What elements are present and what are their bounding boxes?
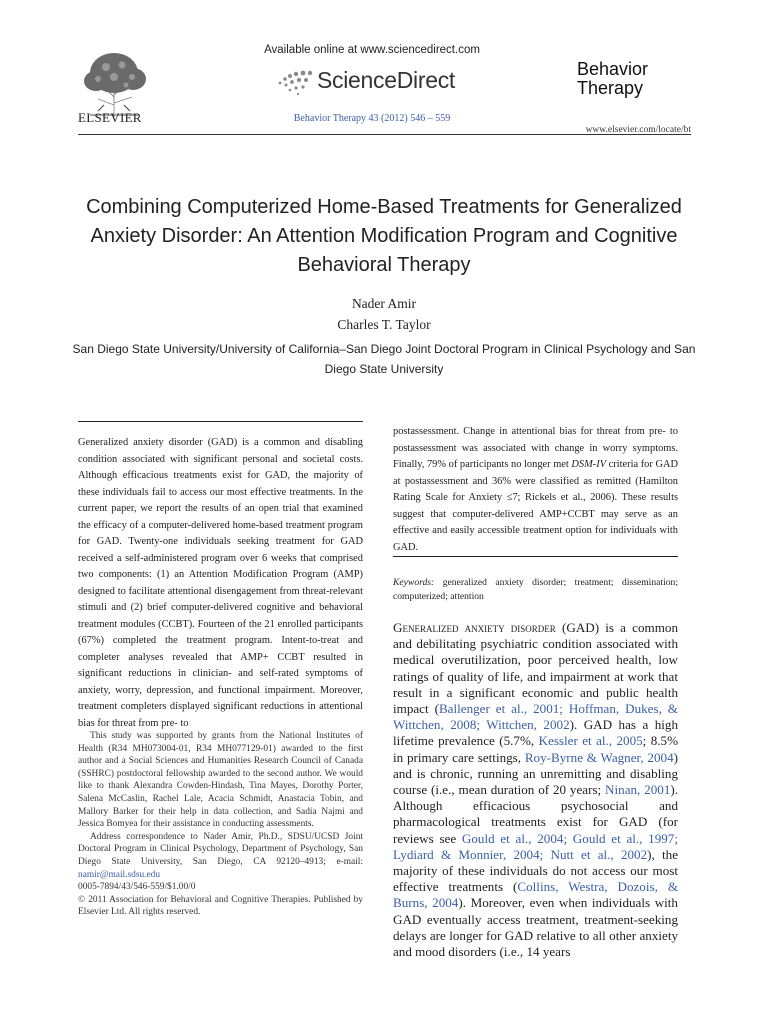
sciencedirect-dots-icon [276,66,316,96]
footnotes [78,730,363,919]
abstract-italic-term: DSM-IV [571,459,607,470]
body-text: ), the majority of these individuals do not access our most effective treatments ( [393,846,679,895]
body-text: ). Moreover, even when individuals with GAD eventually access treatment, treatment-seeking delays are longer for GAD relative to all other anxiety and mood disorders (i.e., 14 years [393,895,678,960]
body-text: ; 8.5% in primary care settings, [393,733,678,765]
keywords [393,576,678,604]
abstract-text-right [393,424,678,556]
citation-link[interactable]: Ninan, 2001 [605,782,671,798]
journal-title: Behavior Therapy [577,59,649,98]
body-text: ) and is chronic, running an unremitting and disabling course (i.e., mean duration of 20 years; [393,749,678,798]
abstract-top-rule [78,421,363,422]
sciencedirect-wordmark: ScienceDirect [317,67,455,93]
author-affiliation: San Diego State University/University of California–San Diego Joint Doctoral Program in Clinical Psychology and San Diego State University [72,342,696,376]
abstract-text-part: criteria for GAD at postassessment and 36% were classified as remitted (Hamilton Rating Scale for Anxiety ≤7; Rickels et al., 2006). These results suggest that computer-delivered AMP+CCBT may serve as an effective and easily accessible treatment option for individuals with GAD. [393,459,678,553]
publisher-name: ELSEVIER [78,110,142,125]
journal-url[interactable]: www.elsevier.com/locate/bt [585,125,691,135]
citation-link[interactable]: Kessler et al., 2005 [538,733,643,749]
body-paragraph [393,620,678,960]
body-text: (GAD) is a common and debilitating psychiatric condition associated with medical overutilization, poor perceived health, low ratings of quality of life, and impairment at work that result in a significant economic and public health impact ( [393,620,679,717]
article-title: Combining Computerized Home-Based Treatments for Generalized Anxiety Disorder: An Attention Modification Program and Cognitive Behavioral Therapy [86,196,682,276]
abstract-text-left: Generalized anxiety disorder (GAD) is a common and disabling condition associated with significant personal and societal costs. Although efficacious treatments exist for GAD, the majority of these individuals fail to access our most effective treatments. In the current paper, we report the results of an open trial that examined the efficacy of a computer-delivered home-based treatment program for GAD. Twenty-one individuals seeking treatment for GAD received a self-administered program over 6 weeks that comprised two components: (1) an Attention Modification Program (AMP) designed to facilitate attentional disengagement from threat-relevant stimuli and (2) brief computer-delivered cognitive and behavioral treatment modules (CCBT). Fourteen of the 21 enrolled participants (67%) completed the treatment program. Intent-to-treat and completer analyses revealed that AMP+ CCBT resulted in significant reductions in clinician- and self-rated symptoms of anxiety, worry, depression, and functional impairment. Moreover, treatment completers displayed significant reductions in attentional bias for threat from pre- to [78,437,363,729]
body-text: ). GAD has a high lifetime prevalence (5.7%, [393,717,678,749]
keywords-label: Keywords: [393,577,435,588]
keywords-text: generalized anxiety disorder; treatment; dissemination; computerized; attention [393,577,678,602]
email-link[interactable]: namir@mail.sdsu.edu [78,869,161,880]
citation-link[interactable]: Roy-Byrne & Wagner, 2004 [524,749,674,765]
correspondence-text: Address correspondence to Nader Amir, Ph.D., SDSU/UCSD Joint Doctoral Program in Clinical Psychology, Department of Psychology, San Diego State University, San Diego, CA 92120–4913; e-mail: [78,831,363,867]
lead-in-smallcaps: Generalized anxiety disorder [393,620,556,635]
abstract-bottom-rule [393,556,678,557]
author-name: Nader Amir [351,296,417,311]
body-text: ). Although efficacious psychosocial and pharmacological treatments exist for GAD (for reviews see [393,782,679,846]
author-name: Charles T. Taylor [337,317,431,332]
citation-link[interactable]: Collins, Westra, Dozois, & Burns, 2004 [393,879,679,911]
copyright-line: © 2011 Association for Behavioral and Cognitive Therapies. Published by Elsevier Ltd. All rights reserved. [78,894,363,918]
abstract-text-part: postassessment. Change in attentional bias for threat from pre- to postassessment was associated with change in worry symptoms. Finally, 79% of participants no longer met [393,426,678,470]
citation-link[interactable]: Gould et al., 2004; Gould et al., 1997; Lydiard & Monnier, 2004; Nutt et al., 2002 [393,830,678,862]
funding-note: This study was supported by grants from the National Institutes of Health (R34 MH073004-01, R34 MH077129-01) awarded to the first author and a Social Sciences and Humanities Research Council of Canada (SSHRC) postdoctoral fellowship awarded to the second author. We would like to thank Alexandra Cowden-Hindash, Tina Mayes, Dorothy Porter, Salena McCaslin, Rachel Lale, Acacia Schmidt, Anastacia Tobin, and Mallory Barker for their help in data collection, and Sadia Najmi and Jessica Bomyea for their assistance in conducting assessments. [78,731,363,830]
citation-link[interactable]: Ballenger et al., 2001; Hoffman, Dukes, & Wittchen, 2008; Wittchen, 2002 [393,701,678,733]
available-online-text: Available online at www.sciencedirect.com [264,44,480,56]
header-divider [78,134,691,135]
journal-citation[interactable]: Behavior Therapy 43 (2012) 546 – 559 [293,113,451,124]
correspondence-note [78,831,363,881]
issn-line: 0005-7894/43/546-559/$1.00/0 [78,882,196,893]
